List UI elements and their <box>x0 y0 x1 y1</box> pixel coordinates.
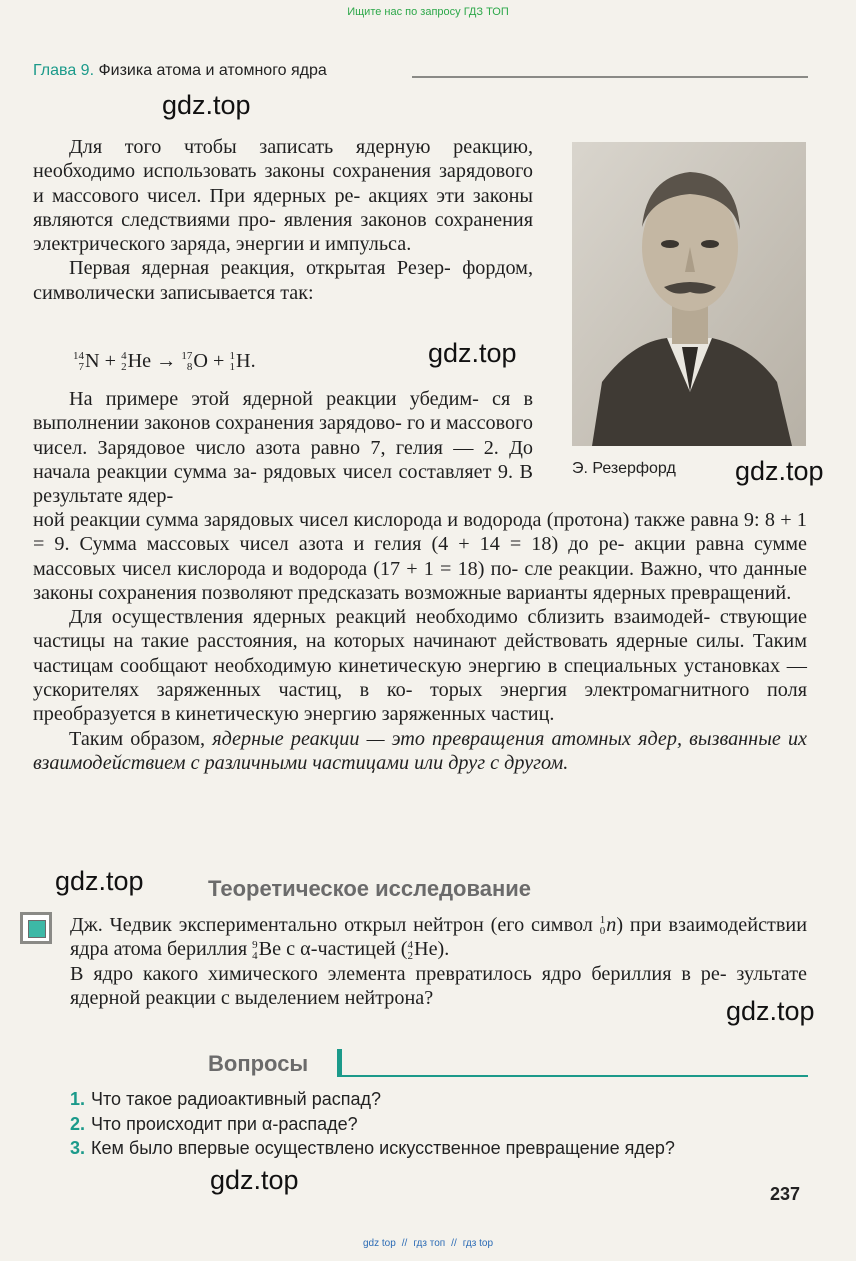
paragraph-5: Таким образом, ядерные реакции — это превращения атомных ядер, вызванные их взаимодействием с различными частицами или друг с другом. <box>33 727 807 774</box>
questions-title: Вопросы <box>208 1051 309 1076</box>
task-icon <box>20 912 52 944</box>
main-text-block <box>33 508 807 775</box>
bottom-link-3[interactable]: гдз top <box>462 1238 494 1249</box>
question-item: 3. Кем было впервые осуществлено искусственное превращение ядер? <box>70 1138 675 1158</box>
beryllium-nucleus: 9 4 Be <box>252 938 282 962</box>
alpha-particle: 4 2 He <box>407 938 438 962</box>
bottom-banner: gdz top // гдз топ // гдз top <box>362 1238 494 1249</box>
rutherford-portrait <box>572 142 806 446</box>
definition-nuclear-reactions: ядерные реакции — это превращения атомных ядер, вызванные их взаимодействием с различными частицами или друг с другом. <box>33 727 807 774</box>
portrait-image <box>572 142 806 446</box>
paragraph-2: Первая ядерная реакция, открытая Резер- фордом, символически записывается так: <box>33 257 533 304</box>
portrait-caption: Э. Резерфорд <box>572 460 676 477</box>
watermark: gdz.top <box>210 1165 299 1195</box>
questions-title-rule <box>342 1075 808 1077</box>
paragraph-1: Для того чтобы записать ядерную реакцию, необходимо использовать законы сохранения зарядового и массового чисел. При ядерных ре- акциях эти законы являются следствиями про- явления законов сохранения электрического заряда, энергии и импульса. <box>33 136 533 256</box>
paragraph-3-lower: ной реакции сумма зарядовых чисел кислорода и водорода (протона) также равна 9: 8 + 1 = 9. Сумма массовых чисел азота и гелия (4 + 14 = 18) до ре- акции равна сумме массовых чисел кислорода и водорода (17 + 1 = 18) по- сле реакции. Важно, что данные законы сохранения позволяют предсказать возможные варианты ядерных превращений. <box>33 509 807 604</box>
bottom-link-2[interactable]: гдз топ <box>413 1238 446 1249</box>
watermark: gdz.top <box>726 996 815 1026</box>
page-number: 237 <box>770 1184 801 1204</box>
hydrogen-nucleus: 1 1 H <box>229 350 251 374</box>
questions-list <box>70 1087 675 1161</box>
chapter-title: Физика атома и атомного ядра <box>98 62 327 79</box>
intro-column <box>33 135 533 305</box>
paragraph-3-upper: На примере этой ядерной реакции убедим- ся в выполнении законов сохранения зарядово- го и массового чисел. Зарядовое число азота равно 7, гелия — 2. До начала реакции сумма за- рядовых чисел составляет 9. В результате ядер- <box>33 388 533 508</box>
watermark: gdz.top <box>162 90 251 120</box>
chapter-header <box>33 62 327 80</box>
helium-nucleus: 4 2 He <box>121 350 152 374</box>
bottom-link-1[interactable]: gdz top <box>362 1238 396 1249</box>
top-banner: Ищите нас по запросу ГДЗ ТОП <box>347 6 509 18</box>
chapter-number: Глава 9. <box>33 62 95 79</box>
question-item: 2. Что происходит при α-распаде? <box>70 1113 358 1134</box>
watermark: gdz.top <box>55 866 144 896</box>
theory-section-title: Теоретическое исследование <box>208 876 531 901</box>
theory-task-text: Дж. Чедвик экспериментально открыл нейтрон (его символ 1 0 n) при взаимодействии ядра атома бериллия 9 4 Be с α-частицей ( 4 2 He). В ядро какого химического элемента превратилось ядро бериллия в ре- зультате ядерной реакции с выделением нейтрона? <box>70 914 807 1010</box>
watermark: gdz.top <box>735 456 824 486</box>
question-item: 1. Что такое радиоактивный распад? <box>70 1089 381 1109</box>
header-rule <box>412 76 808 78</box>
paragraph-4: Для осуществления ядерных реакций необходимо сблизить взаимодей- ствующие частицы на такие расстояния, на которых начинают действовать ядерные силы. Таким частицам сообщают необходимую кинетическую энергию в специальных установках — ускорителях заряженных частиц, в ко- торых энергия электромагнитного поля преобразуется в кинетическую энергию заряженных частиц. <box>33 606 807 726</box>
questions-title-bar <box>337 1049 342 1077</box>
nitrogen-nucleus: 14 7 N <box>73 350 100 374</box>
neutron-symbol: 1 0 n <box>599 914 617 938</box>
oxygen-nucleus: 17 8 O <box>181 350 208 374</box>
watermark: gdz.top <box>428 338 517 368</box>
rutherford-reaction-formula: 14 7 N + 4 2 He → 17 8 O + 1 1 H. <box>73 350 256 374</box>
